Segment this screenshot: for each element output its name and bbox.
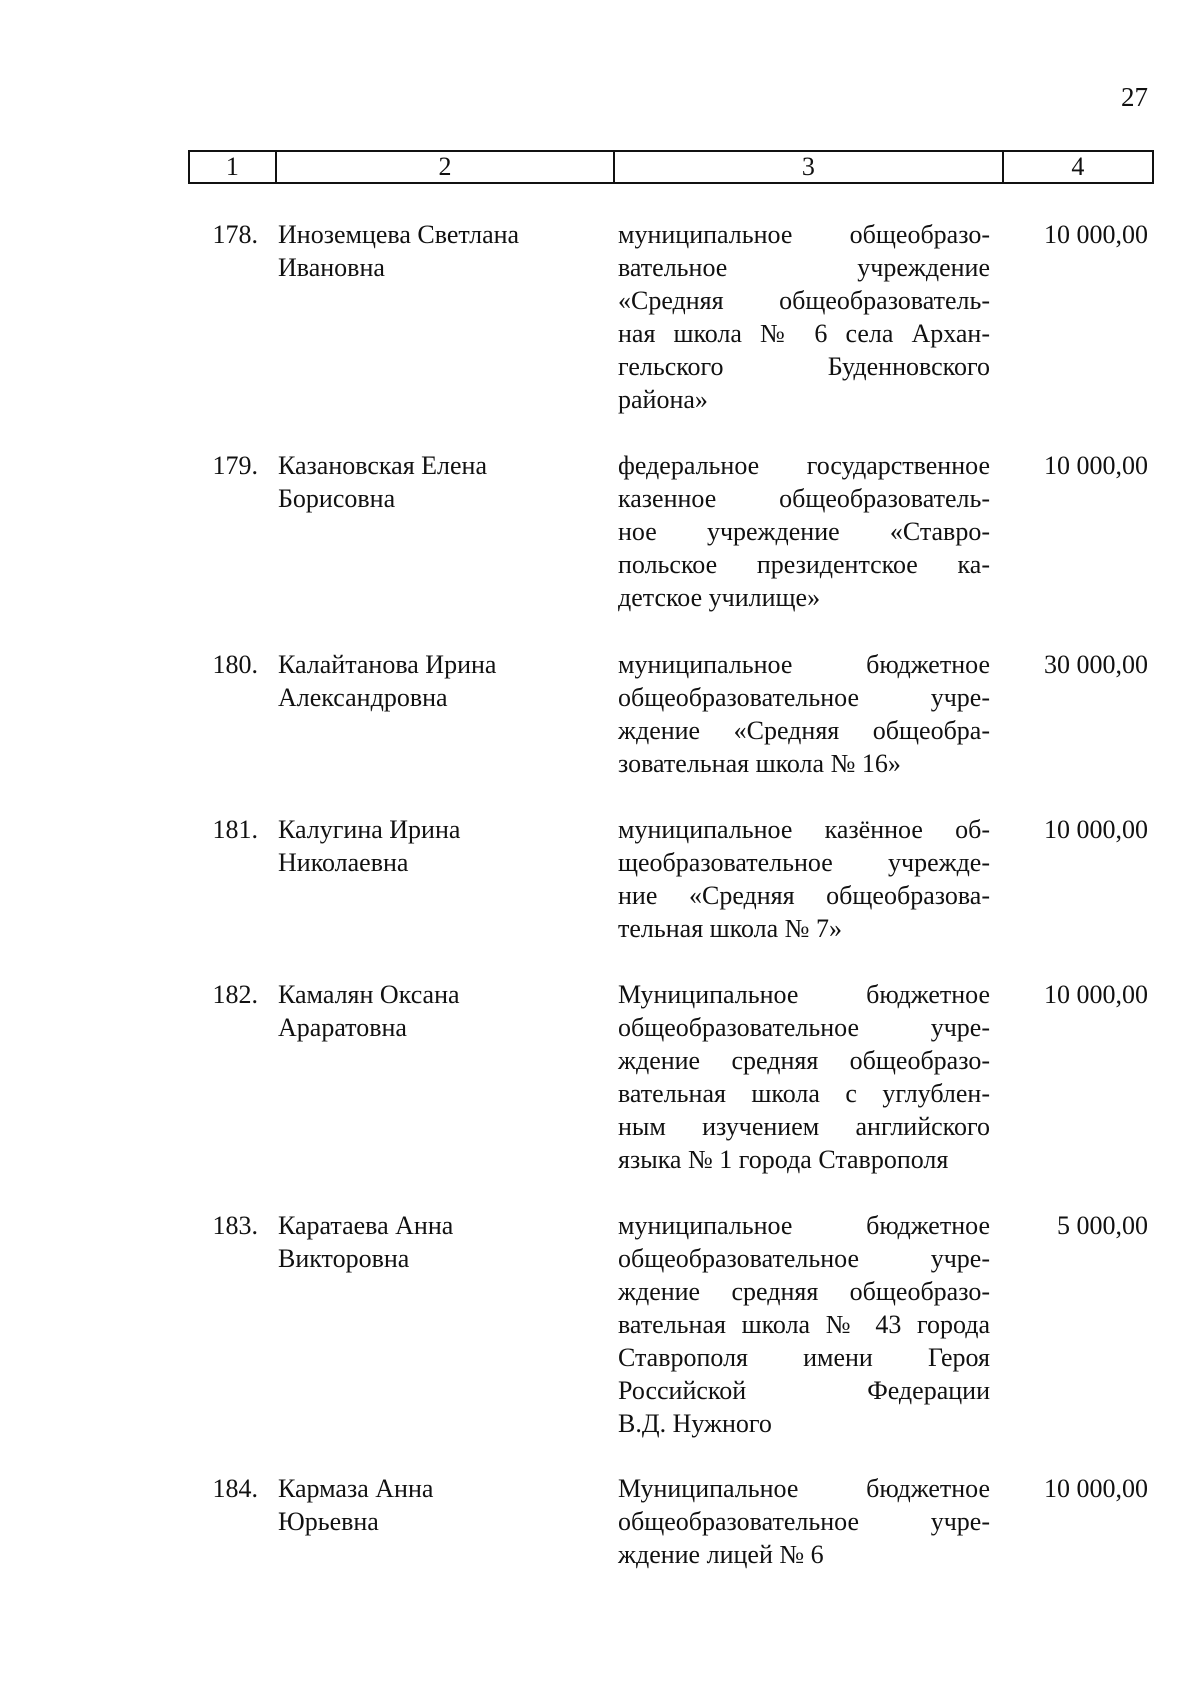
org-line: муниципальное казённое об- [618,815,990,844]
name-line: Борисовна [278,484,396,513]
name-line: Казановская Елена [278,451,488,480]
name-line: Калайтанова Ирина [278,650,497,679]
award-amount: 30 000,00 [1044,650,1148,679]
org-line: муниципальное бюджетное [618,650,990,679]
org-line: языка № 1 города Ставрополя [618,1145,949,1174]
organization [618,218,990,416]
column-header-1: 1 [190,152,277,182]
org-line: вательная школа с углублен- [618,1079,990,1108]
org-line: ждение «Средняя общеобра- [618,716,990,745]
org-line: Муниципальное бюджетное [618,1474,990,1503]
award-amount: 10 000,00 [1044,815,1148,844]
recipient-name [278,449,578,515]
org-line: ное учреждение «Ставро- [618,517,990,546]
org-line: польское президентское ка- [618,550,990,579]
recipient-name [278,1472,578,1538]
record-number: 184. [212,1474,258,1503]
org-line: зовательная школа № 16» [618,749,901,778]
org-line: общеобразовательное учре- [618,683,990,712]
name-line: Александровна [278,683,448,712]
org-line: Муниципальное бюджетное [618,980,990,1009]
org-line: В.Д. Нужного [618,1409,772,1438]
column-header-3: 3 [615,152,1003,182]
org-line: казенное общеобразователь- [618,484,990,513]
name-line: Камалян Оксана [278,980,460,1009]
recipient-name [278,1209,578,1275]
name-line: Калугина Ирина [278,815,461,844]
name-line: Николаевна [278,848,409,877]
recipient-name [278,978,578,1044]
org-line: ние «Средняя общеобразова- [618,881,990,910]
org-line: гельского Буденновского [618,352,990,381]
org-line: ждение средняя общеобразо- [618,1046,990,1075]
record-number: 180. [212,650,258,679]
award-amount: 10 000,00 [1044,1474,1148,1503]
org-line: ждение средняя общеобразо- [618,1277,990,1306]
org-line: вательная школа № 43 города [618,1310,990,1339]
record-number: 178. [212,220,258,249]
name-line: Юрьевна [278,1507,379,1536]
record-number: 179. [212,451,258,480]
recipient-name [278,218,578,284]
organization [618,978,990,1176]
org-line: ным изучением английского [618,1112,990,1141]
name-line: Иноземцева Светлана [278,220,520,249]
award-amount: 10 000,00 [1044,451,1148,480]
org-line: Российской Федерации [618,1376,990,1405]
column-header-row [188,150,1154,184]
name-line: Кармаза Анна [278,1474,434,1503]
org-line: общеобразовательное учре- [618,1013,990,1042]
org-line: тельная школа № 7» [618,914,842,943]
award-amount: 10 000,00 [1044,980,1148,1009]
org-line: муниципальное общеобразо- [618,220,990,249]
column-header-2: 2 [277,152,616,182]
name-line: Викторовна [278,1244,410,1273]
org-line: «Средняя общеобразователь- [618,286,990,315]
org-line: района» [618,385,708,414]
organization [618,1209,990,1440]
org-line: щеобразовательное учрежде- [618,848,990,877]
org-line: общеобразовательное учре- [618,1244,990,1273]
org-line: общеобразовательное учре- [618,1507,990,1536]
organization [618,1472,990,1571]
org-line: Ставрополя имени Героя [618,1343,990,1372]
record-number: 182. [212,980,258,1009]
organization [618,449,990,614]
org-line: ная школа № 6 села Архан- [618,319,990,348]
org-line: ждение лицей № 6 [618,1540,824,1569]
organization [618,813,990,945]
recipient-name [278,648,578,714]
name-line: Каратаева Анна [278,1211,454,1240]
organization [618,648,990,780]
award-amount: 10 000,00 [1044,220,1148,249]
record-number: 183. [212,1211,258,1240]
award-amount: 5 000,00 [1057,1211,1148,1240]
org-line: федеральное государственное [618,451,990,480]
recipient-name [278,813,578,879]
org-line: вательное учреждение [618,253,990,282]
column-header-4: 4 [1071,152,1085,181]
name-line: Араратовна [278,1013,407,1042]
org-line: детское училище» [618,583,821,612]
record-number: 181. [212,815,258,844]
page-number: 27 [1121,82,1148,112]
name-line: Ивановна [278,253,385,282]
org-line: муниципальное бюджетное [618,1211,990,1240]
